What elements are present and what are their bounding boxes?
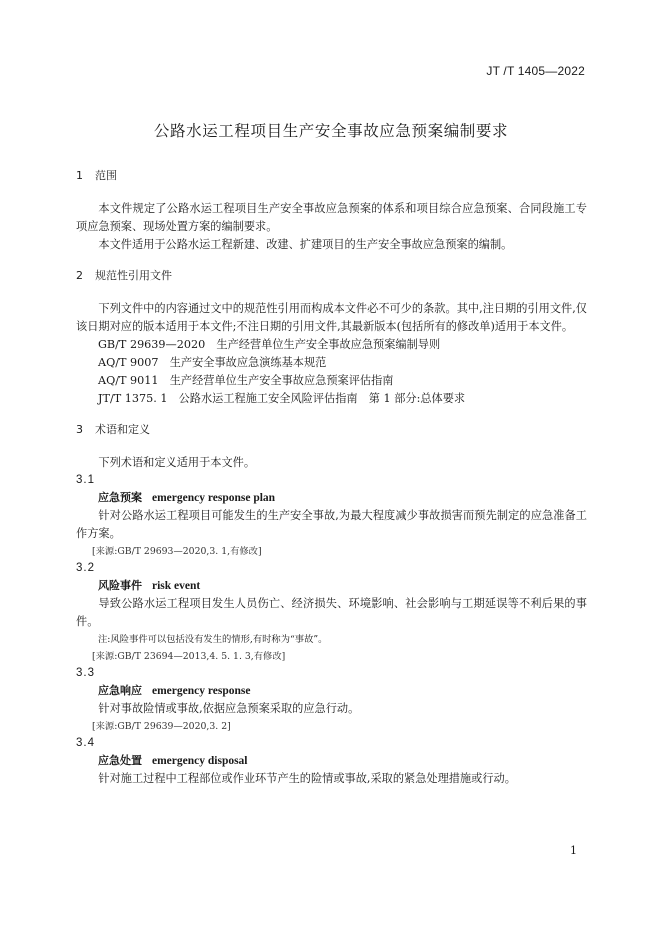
paragraph: 本文件规定了公路水运工程项目生产安全事故应急预案的体系和项目综合应急预案、合同段施工专项应急预案、现场处置方案的编制要求。 xyxy=(76,202,587,233)
paragraph: 本文件适用于公路水运工程新建、改建、扩建项目的生产安全事故应急预案的编制。 xyxy=(98,238,513,251)
term-definition: 导致公路水运工程项目发生人员伤亡、经济损失、环境影响、社会影响与工期延误等不利后果的事件。 xyxy=(76,597,587,628)
term-en: emergency response xyxy=(152,685,251,697)
term-title xyxy=(76,752,587,770)
section-1-heading xyxy=(76,166,587,186)
paragraph: 下列文件中的内容通过文中的规范性引用而构成本文件必不可少的条款。其中,注日期的引用文件,仅该日期对应的版本适用于本文件;不注日期的引用文件,其最新版本(包括所有的修改单)适用于本文件。 xyxy=(76,302,587,333)
reference-item: AQ/T 9007 生产安全事故应急演练基本规范 xyxy=(98,356,327,369)
term-number: 3.4 xyxy=(76,737,95,749)
term-definition: 针对施工过程中工程部位或作业环节产生的险情或事故,采取的紧急处理措施或行动。 xyxy=(98,772,516,785)
term-en: risk event xyxy=(152,580,201,592)
standard-code: JT /T 1405—2022 xyxy=(486,64,585,78)
term-en: emergency disposal xyxy=(152,755,248,767)
term-definition: 针对公路水运工程项目可能发生的生产安全事故,为最大程度减少事故损害而预先制定的应急准备工作方案。 xyxy=(76,509,587,540)
term-zh: 风险事件 xyxy=(98,579,142,592)
term-title xyxy=(76,682,587,700)
term-title xyxy=(76,577,587,595)
section-title: 规范性引用文件 xyxy=(95,269,172,282)
section-number: 3 xyxy=(76,423,83,436)
term-definition: 针对事故险情或事故,依据应急预案采取的应急行动。 xyxy=(98,702,360,715)
paragraph: 下列术语和定义适用于本文件。 xyxy=(98,456,256,469)
term-zh: 应急响应 xyxy=(98,684,142,697)
page-number: 1 xyxy=(570,844,577,857)
section-number: 2 xyxy=(76,269,83,282)
term-number: 3.2 xyxy=(76,562,95,574)
section-number: 1 xyxy=(76,169,83,182)
term-en: emergency response plan xyxy=(152,492,276,504)
document-title: 公路水运工程项目生产安全事故应急预案编制要求 xyxy=(153,122,509,140)
reference-item: JT/T 1375. 1 公路水运工程施工安全风险评估指南 第 1 部分:总体要求 xyxy=(98,392,466,405)
section-title: 术语和定义 xyxy=(95,423,150,436)
document-body xyxy=(76,166,587,788)
reference-item: AQ/T 9011 生产经营单位生产安全事故应急预案评估指南 xyxy=(98,374,394,387)
term-source: [来源:GB/T 29639—2020,3. 2] xyxy=(92,721,231,732)
term-source: [来源:GB/T 29693—2020,3. 1,有修改] xyxy=(92,546,262,557)
reference-item: GB/T 29639—2020 生产经营单位生产安全事故应急预案编制导则 xyxy=(98,338,441,351)
section-title: 范围 xyxy=(95,169,117,182)
section-2-heading xyxy=(76,266,587,286)
term-zh: 应急处置 xyxy=(98,754,142,767)
term-title xyxy=(76,489,587,507)
term-number: 3.1 xyxy=(76,474,95,486)
term-number: 3.3 xyxy=(76,667,95,679)
term-note: 注:风险事件可以包括没有发生的情形,有时称为“事故”。 xyxy=(98,634,328,645)
term-zh: 应急预案 xyxy=(98,491,142,504)
section-3-heading xyxy=(76,420,587,440)
term-source: [来源:GB/T 23694—2013,4. 5. 1. 3,有修改] xyxy=(92,651,286,662)
